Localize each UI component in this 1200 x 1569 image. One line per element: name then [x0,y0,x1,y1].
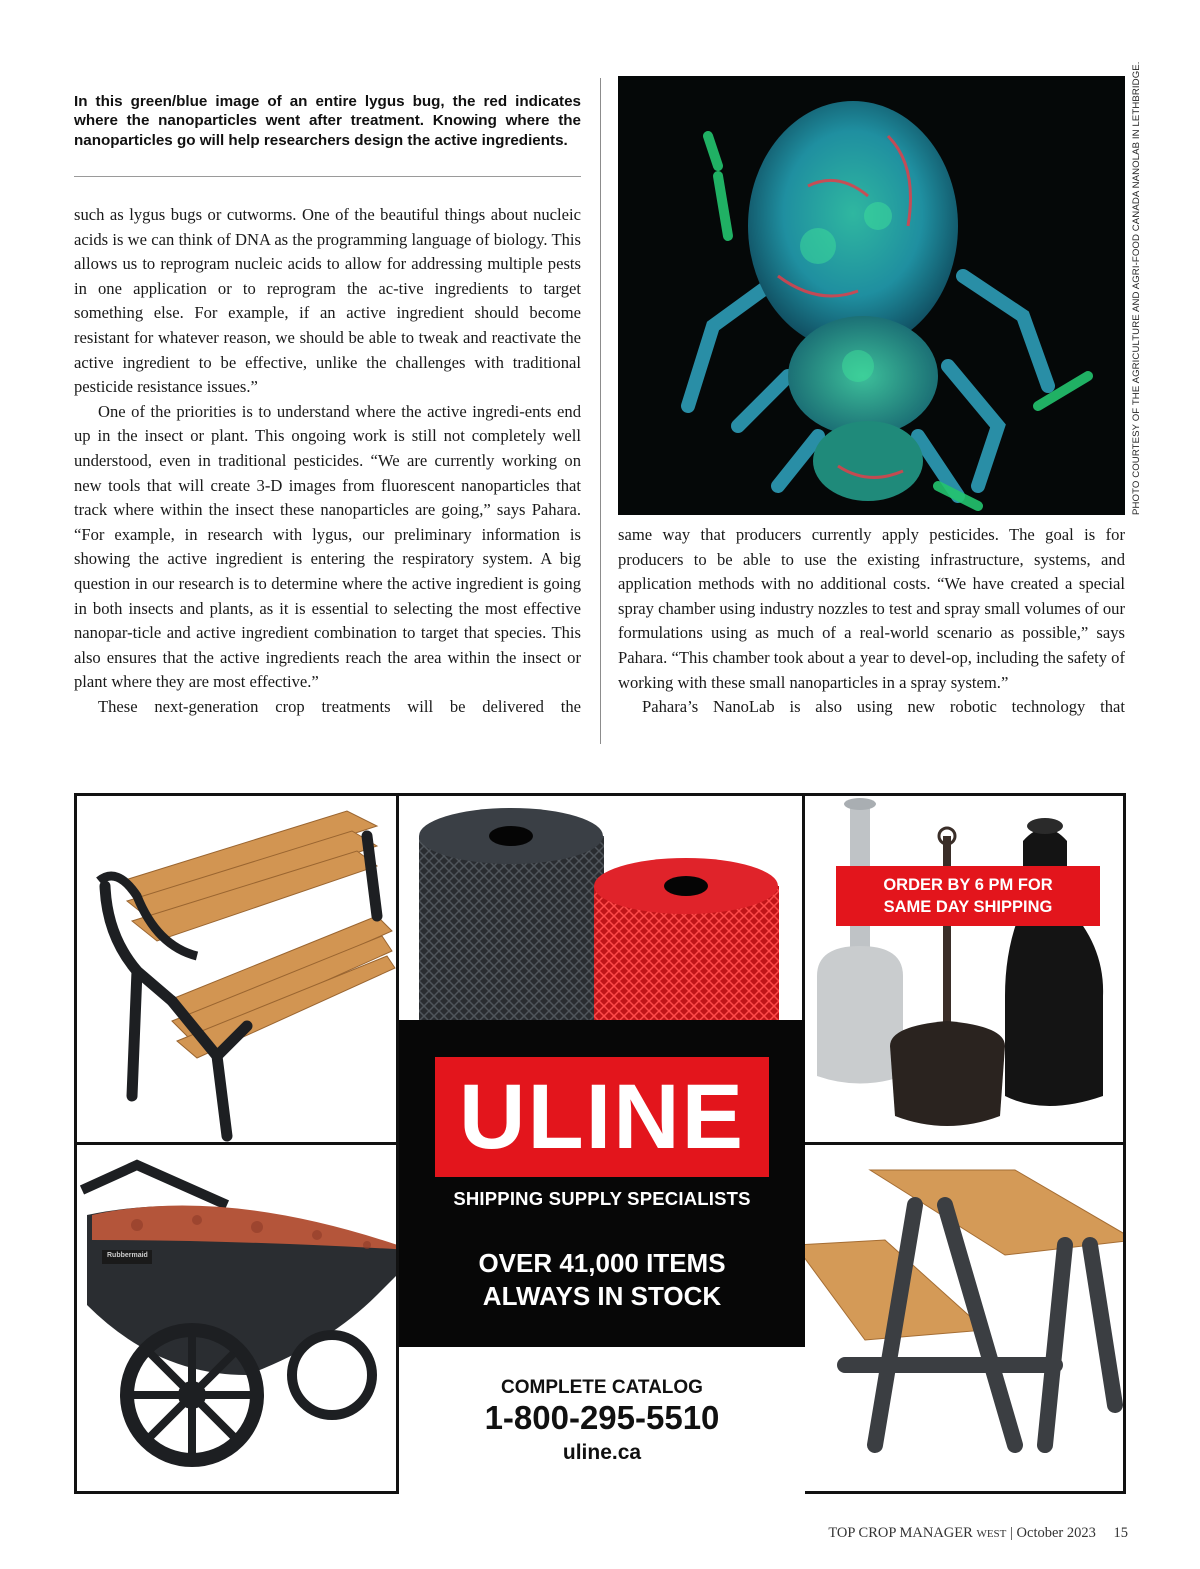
ash-urns-image [805,796,1123,1142]
magazine-name: TOP CROP MANAGER [828,1525,973,1541]
photo-credit: PHOTO COURTESY OF THE AGRICULTURE AND AGRI-FOOD CANADA NANOLAB IN LETHBRIDGE. [1131,61,1142,515]
brand-panel [399,1020,805,1247]
issue-date: October 2023 [1016,1525,1096,1541]
promo-line: ORDER BY 6 PM FOR [883,876,1053,894]
page-number: 15 [1113,1525,1128,1541]
paragraph: such as lygus bugs or cutworms. One of the beautiful things about nucleic acids is we can think of DNA as the programming language of biology. This allows us to reprogram nucleic acids to allow for addressing multiple pests in one application or to reprogram the ac-tive ingredients to target something else. For example, if an active ingredient should become resistant for whatever reason, we should be able to tweak and reactivate the active ingredient to be effective, unlike the challenges with traditional pesticide resistance issues.” [74,205,581,397]
brand-name: ULINE [459,1066,745,1168]
article-left-column [74,203,581,719]
cart-brand-label: Rubbermaid [107,1252,148,1259]
picnic-table-image [805,1145,1123,1491]
shipping-promo-badge [836,866,1100,926]
paragraph: Pahara’s NanoLab is also using new robotic technology that [642,697,1125,717]
article-right-column [618,523,1125,720]
uline-logo[interactable] [435,1057,769,1177]
caption-rule [74,176,581,177]
trash-cans-image [399,796,802,1020]
paragraph: One of the priorities is to understand where the active ingredi-ents end up in the insect or plant. This ongoing work is still not completely well understood, even in traditional pesticides. “We are currently working on new tools that will create 3-D images from fluorescent nanoparticles that track where within the insect these nanoparticles are going,” says Pahara. “For example, in research with lygus, our preliminary information is showing the active ingredient is entering the respiratory system. A big question in our research is to determine where the active ingredient is going in both insects and plants, as it is essential to selecting the most effective nanopar-ticle and active ingredient combination to target that species. This also ensures that the active ingredients reach the area within the insect or plant where they are most effective.” [74,401,581,692]
paragraph: These next-generation crop treatments will be delivered the [98,696,581,716]
stock-line: OVER 41,000 ITEMS [478,1248,726,1278]
catalog-label: COMPLETE CATALOG [501,1377,703,1398]
lygus-bug-image [618,76,1125,515]
promo-line: SAME DAY SHIPPING [883,898,1053,916]
magazine-edition: WEST [976,1528,1007,1540]
website-link[interactable]: uline.ca [562,1441,642,1464]
page-footer: TOP CROP MANAGER WEST | October 2023 15 [828,1525,1128,1541]
paragraph: same way that producers currently apply pesticides. The goal is for producers to be able to use the existing infrastructure, systems, and application methods with no additional costs. “We have created a special spray chamber using industry nozzles to test and spray small volumes of our formulations using as much of a real-world scenario as possible,” says Pahara. “This chamber took about a year to devel-op, including the safety of working with these small nanoparticles in a spray system.” [618,525,1125,692]
brand-tagline: SHIPPING SUPPLY SPECIALISTS [453,1188,751,1209]
column-divider [600,78,601,744]
park-bench-image [77,796,396,1142]
garden-cart-image [77,1145,396,1491]
stock-message [399,1247,805,1347]
phone-number[interactable]: 1-800-295-5510 [484,1399,720,1436]
stock-line: ALWAYS IN STOCK [482,1281,722,1311]
photo-caption: In this green/blue image of an entire lygus bug, the red indicates where the nanoparticles went after treatment. Knowing where the nanoparticles go will help researchers design the active ingredients. [74,93,581,149]
contact-panel [399,1347,805,1494]
